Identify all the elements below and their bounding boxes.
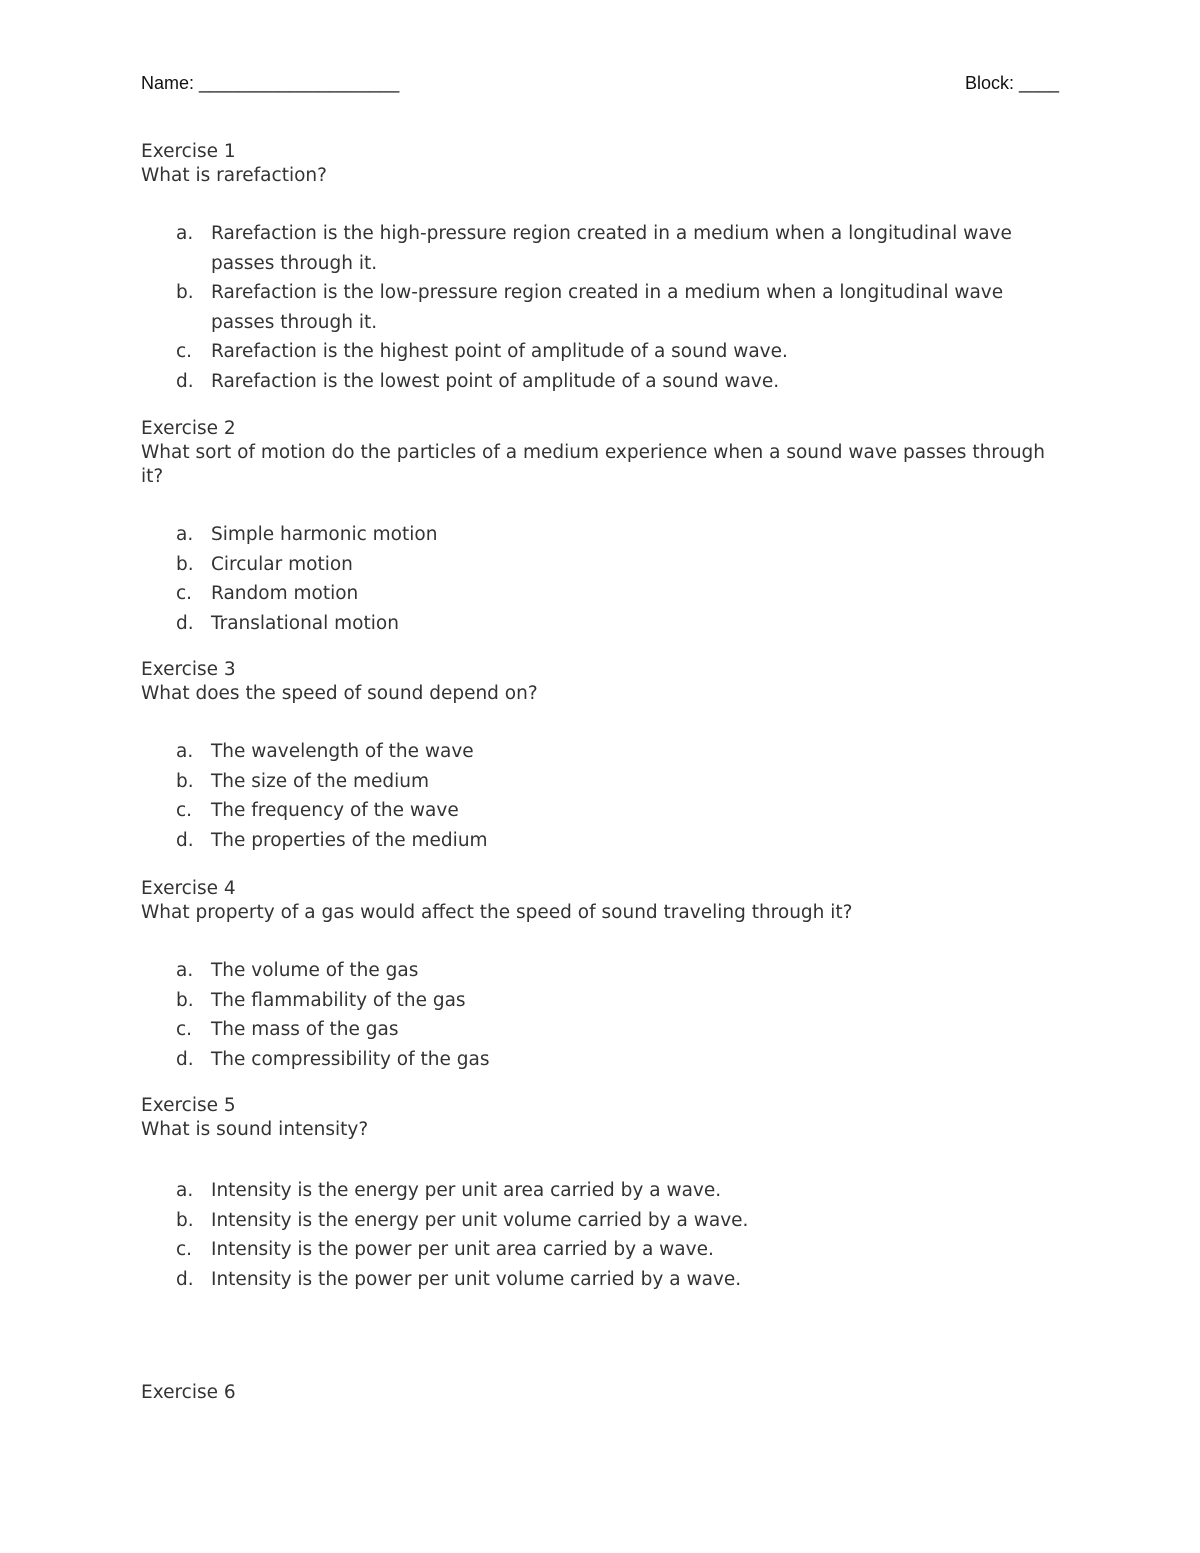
- exercise-title: Exercise 1: [141, 141, 236, 162]
- option-letter: d.: [176, 370, 194, 392]
- answer-option: [141, 278, 1061, 337]
- answer-option: [141, 1015, 1061, 1045]
- answer-option: [141, 737, 1061, 767]
- answer-option: [141, 1206, 1061, 1236]
- option-text: The volume of the gas: [211, 960, 419, 981]
- option-letter: b.: [176, 770, 194, 792]
- option-text: The mass of the gas: [211, 1019, 399, 1041]
- answer-option: [141, 550, 1061, 580]
- option-letter: d.: [176, 612, 194, 634]
- worksheet-header: [141, 73, 1059, 99]
- answer-options: [141, 956, 1061, 1074]
- option-letter: d.: [176, 1268, 194, 1290]
- option-text: Rarefaction is the high-pressure region created in a medium when a longitudinal wave passes through it.: [211, 223, 1012, 274]
- answer-option: [141, 579, 1061, 609]
- option-letter: d.: [176, 829, 194, 851]
- option-text: Intensity is the energy per unit area carried by a wave.: [211, 1180, 722, 1201]
- answer-option: [141, 1045, 1061, 1075]
- answer-option: [141, 367, 1061, 397]
- answer-options: [141, 737, 1061, 855]
- option-letter: a.: [176, 524, 194, 545]
- answer-option: [141, 956, 1061, 986]
- answer-option: [141, 219, 1061, 278]
- answer-option: [141, 1176, 1061, 1206]
- option-text: Translational motion: [211, 612, 399, 634]
- option-letter: c.: [176, 800, 193, 822]
- option-letter: b.: [176, 1209, 194, 1231]
- option-text: The compressibility of the gas: [211, 1048, 490, 1070]
- answer-option: [141, 826, 1061, 856]
- answer-option: [141, 767, 1061, 797]
- answer-options: [141, 520, 1061, 638]
- option-text: Rarefaction is the highest point of amplitude of a sound wave.: [211, 341, 788, 363]
- option-text: The properties of the medium: [211, 829, 488, 851]
- exercise-title: Exercise 3: [141, 659, 236, 680]
- answer-option: [141, 609, 1061, 639]
- option-letter: b.: [176, 553, 194, 575]
- option-letter: c.: [176, 1019, 193, 1041]
- exercise-question: What does the speed of sound depend on?: [141, 683, 538, 704]
- exercise-6: [141, 1381, 1061, 1405]
- exercise-question: What property of a gas would affect the speed of sound traveling through it?: [141, 902, 853, 923]
- answer-option: [141, 520, 1061, 550]
- exercise-title: Exercise 6: [141, 1382, 236, 1403]
- answer-option: [141, 1265, 1061, 1295]
- option-text: Random motion: [211, 583, 359, 605]
- block-field-label: Block: ____: [964, 73, 1059, 93]
- answer-options: [141, 1176, 1061, 1294]
- option-text: Intensity is the power per unit area carried by a wave.: [211, 1239, 714, 1261]
- option-text: The frequency of the wave: [211, 800, 459, 822]
- exercise-3: [141, 658, 1061, 855]
- exercise-question: What is sound intensity?: [141, 1119, 369, 1140]
- exercise-title: Exercise 4: [141, 878, 236, 899]
- exercise-4: [141, 877, 1061, 1074]
- option-text: The wavelength of the wave: [211, 741, 474, 762]
- option-text: Rarefaction is the low-pressure region created in a medium when a longitudinal wave passes through it.: [211, 282, 1004, 333]
- option-letter: a.: [176, 741, 194, 762]
- option-text: The flammability of the gas: [211, 989, 466, 1011]
- exercise-2: [141, 417, 1061, 638]
- name-field-label: Name: ____________________: [141, 73, 400, 93]
- option-text: The size of the medium: [211, 770, 430, 792]
- option-letter: b.: [176, 282, 194, 304]
- exercise-title: Exercise 2: [141, 418, 236, 439]
- option-letter: a.: [176, 223, 194, 244]
- option-text: Intensity is the energy per unit volume carried by a wave.: [211, 1209, 749, 1231]
- option-letter: c.: [176, 341, 193, 363]
- answer-option: [141, 1235, 1061, 1265]
- option-text: Rarefaction is the lowest point of amplitude of a sound wave.: [211, 370, 780, 392]
- option-text: Intensity is the power per unit volume carried by a wave.: [211, 1268, 742, 1290]
- option-letter: d.: [176, 1048, 194, 1070]
- option-letter: c.: [176, 583, 193, 605]
- answer-option: [141, 796, 1061, 826]
- option-text: Circular motion: [211, 553, 353, 575]
- answer-option: [141, 986, 1061, 1016]
- exercise-title: Exercise 5: [141, 1095, 236, 1116]
- exercise-5: [141, 1094, 1061, 1294]
- exercise-question: What sort of motion do the particles of a medium experience when a sound wave passes through it?: [141, 442, 1046, 487]
- answer-options: [141, 219, 1061, 397]
- option-letter: a.: [176, 1180, 194, 1201]
- option-letter: b.: [176, 989, 194, 1011]
- option-text: Simple harmonic motion: [211, 524, 438, 545]
- answer-option: [141, 337, 1061, 367]
- exercise-1: [141, 140, 1061, 397]
- exercise-question: What is rarefaction?: [141, 165, 327, 186]
- option-letter: a.: [176, 960, 194, 981]
- option-letter: c.: [176, 1239, 193, 1261]
